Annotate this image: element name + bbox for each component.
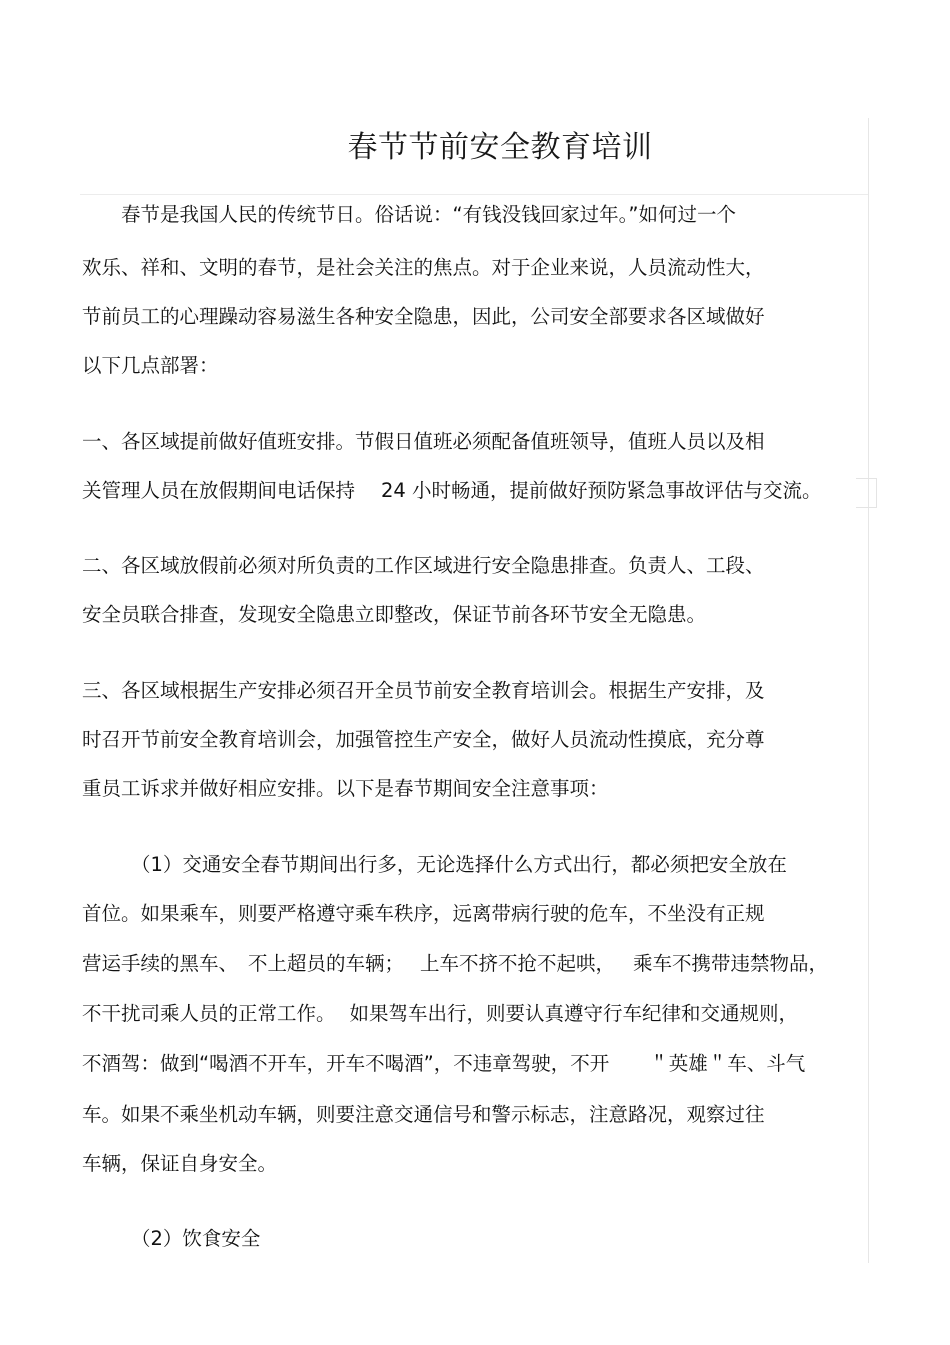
paragraph-line [82,1050,805,1078]
line-segment: 乘车不携带违禁物品， [633,952,829,975]
line-segment: 上车不挤不抢不起哄， [420,952,616,975]
paragraph-line: 重员工诉求并做好相应安排。以下是春节期间安全注意事项： [82,777,609,800]
line-segment: 关管理人员在放假期间电话保持 [82,479,356,502]
line-segment: 营运手续的黑车、 [82,952,239,975]
margin-mark [856,478,877,508]
line-segment: 24 小时畅通，提前做好预防紧急事故评估与交流。 [381,479,822,502]
paragraph-line: 时召开节前安全教育培训会，加强管控生产安全，做好人员流动性摸底，充分尊 [82,728,765,751]
paragraph-line: 首位。如果乘车，则要严格遵守乘车秩序，远离带病行驶的危车，不坐没有正规 [82,902,765,925]
line-segment: 不酒驾：做到“喝酒不开车，开车不喝酒”，不违章驾驶，不开 [82,1052,610,1075]
paragraph-line: （2）饮食安全 [131,1227,261,1250]
paragraph-line: （1）交通安全春节期间出行多，无论选择什么方式出行，都必须把安全放在 [131,853,787,876]
document-title: 春节节前安全教育培训 [347,130,653,165]
line-segment: 不上超员的车辆； [248,952,405,975]
paragraph-line [82,950,828,978]
paragraph-line: 车辆，保证自身安全。 [82,1152,278,1175]
paragraph-line [82,1000,798,1028]
line-segment: ＂英雄＂车、斗气 [649,1052,806,1075]
line-segment: 不干扰司乘人员的正常工作。 [82,1002,336,1025]
paragraph-line [82,477,822,505]
line-segment: 如果驾车出行，则要认真遵守行车纪律和交通规则， [349,1002,799,1025]
paragraph-line: 以下几点部署： [82,354,219,377]
title-divider [80,194,868,195]
paragraph-line: 欢乐、祥和、文明的春节，是社会关注的焦点。对于企业来说，人员流动性大， [82,256,765,279]
paragraph-line: 三、各区域根据生产安排必须召开全员节前安全教育培训会。根据生产安排，及 [82,679,765,702]
paragraph-line: 二、各区域放假前必须对所负责的工作区域进行安全隐患排查。负责人、工段、 [82,554,765,577]
paragraph-line: 春节是我国人民的传统节日。俗话说：“有钱没钱回家过年。”如何过一个 [121,203,736,226]
paragraph-line: 车。如果不乘坐机动车辆，则要注意交通信号和警示标志，注意路况，观察过往 [82,1103,765,1126]
paragraph-line: 一、各区域提前做好值班安排。节假日值班必须配备值班领导，值班人员以及相 [82,430,765,453]
paragraph-line: 节前员工的心理躁动容易滋生各种安全隐患，因此，公司安全部要求各区域做好 [82,305,765,328]
paragraph-line: 安全员联合排查，发现安全隐患立即整改，保证节前各环节安全无隐患。 [82,603,707,626]
page-edge-line [868,118,869,1263]
